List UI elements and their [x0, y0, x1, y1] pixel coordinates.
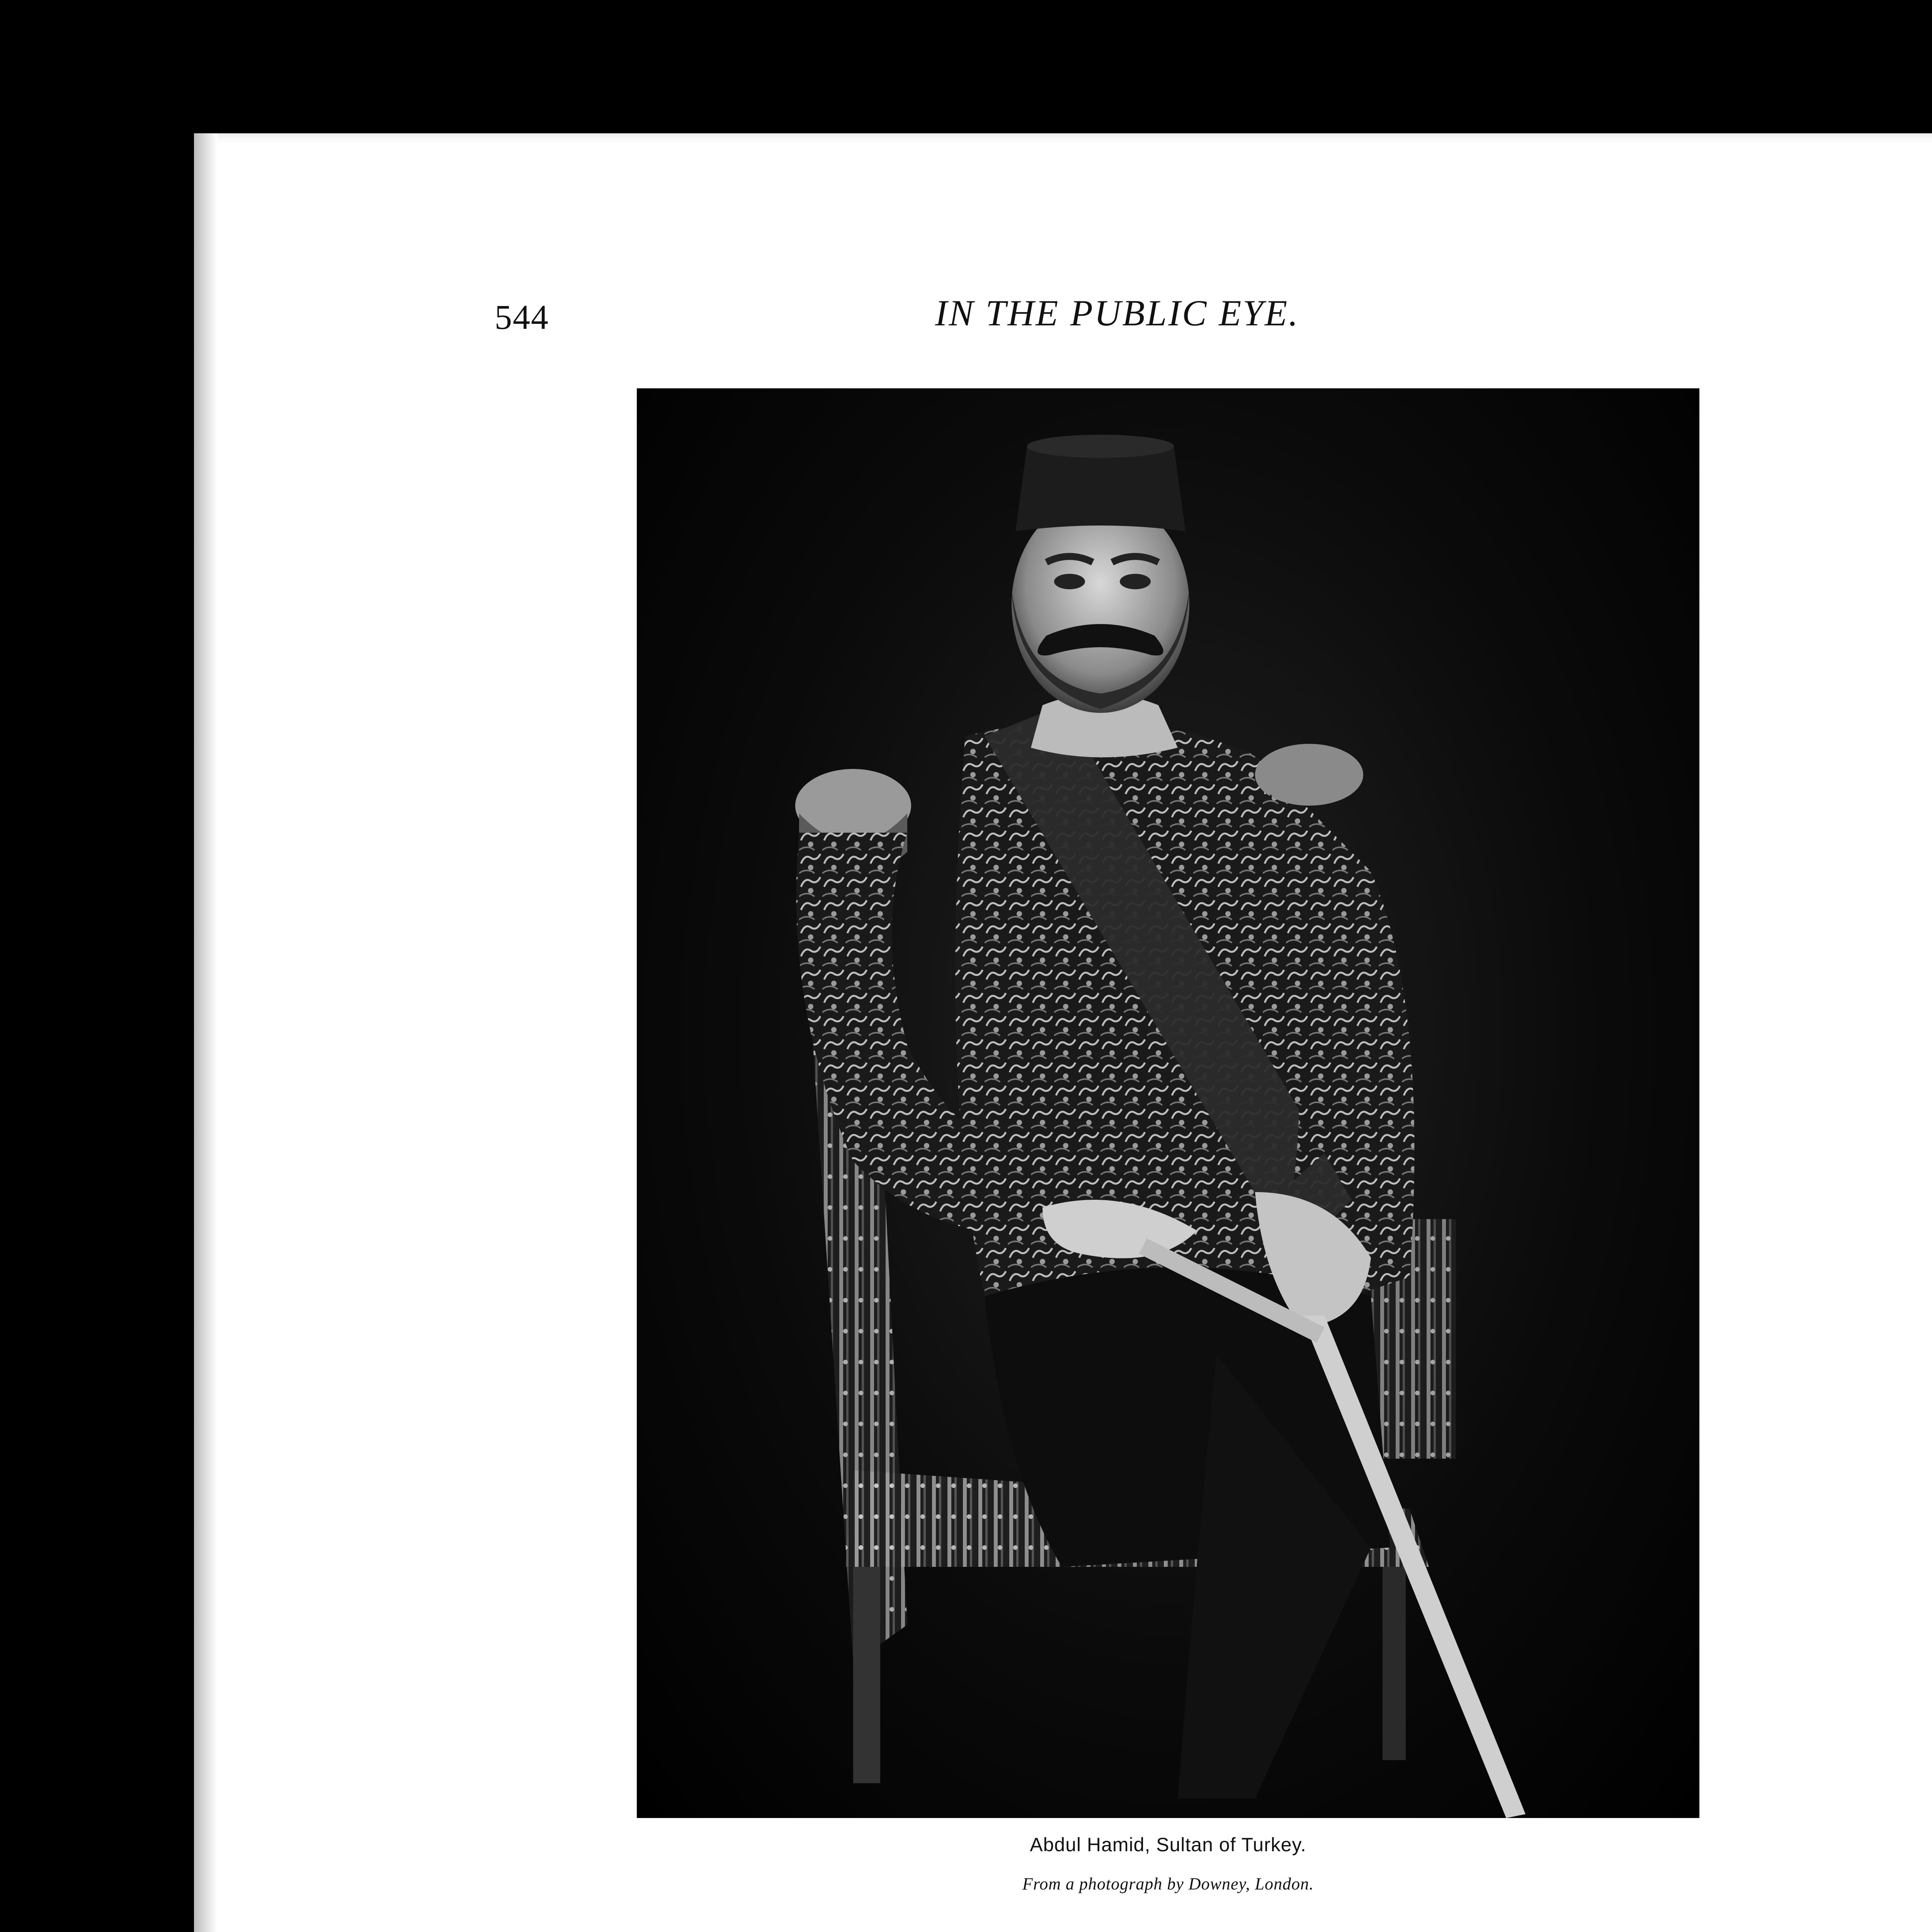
figure-caption: Abdul Hamid, Sultan of Turkey.: [1030, 1834, 1306, 1855]
page-number: 544: [495, 298, 549, 337]
portrait-illustration: [637, 388, 1699, 1818]
binding-shadow: [194, 133, 217, 1932]
figure-credit: From a photograph by Downey, London.: [1022, 1874, 1314, 1893]
portrait-photograph: [637, 388, 1699, 1818]
running-head: IN THE PUBLIC EYE.: [935, 293, 1299, 333]
